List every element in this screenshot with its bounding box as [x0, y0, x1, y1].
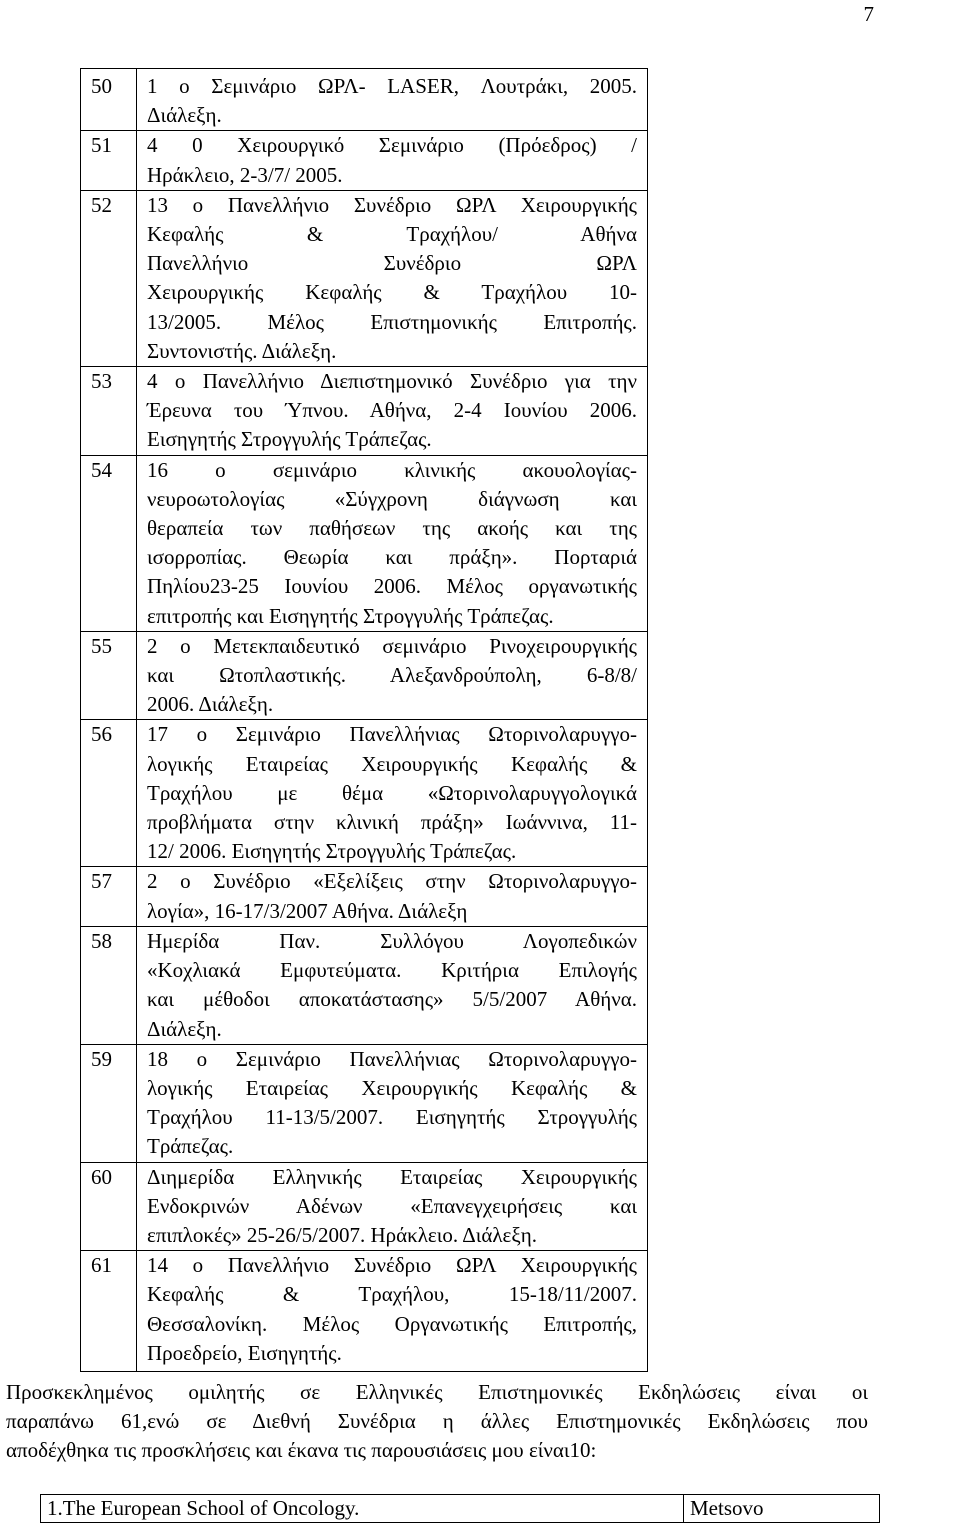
entry-text — [137, 367, 648, 456]
entry-line: 1 ο Σεμινάριο ΩΡΛ- LASER, Λουτράκι, 2005. — [147, 74, 637, 98]
entry-line: 2 ο Συνέδριο «Εξελίξεις στην Ωτορινολαρυγγο- — [147, 869, 637, 894]
entry-number: 58 — [81, 926, 137, 1044]
table-row — [81, 69, 648, 131]
entry-line: Διάλεξη. — [147, 1016, 222, 1041]
entry-line: και μέθοδοι αποκατάστασης» 5/5/2007 Αθήνα. — [147, 987, 637, 1012]
entry-line: Ηράκλειο, 2-3/7/ 2005. — [147, 162, 343, 187]
entry-line: Τράπεζας. — [147, 1134, 234, 1159]
entry-line: λογία», 16-17/3/2007 Αθήνα. Διάλεξη — [147, 898, 468, 923]
entry-line: 4 ο Πανελλήνιο Διεπιστημονικό Συνέδριο για την — [147, 369, 637, 394]
entry-line: Ενδοκρινών Αδένων «Επανεγχειρήσεις και — [147, 1193, 637, 1218]
table-row — [81, 867, 648, 926]
entry-number: 57 — [81, 867, 137, 926]
table-row — [81, 720, 648, 867]
entry-line: Ημερίδα Παν. Συλλόγου Λογοπεδικών — [147, 928, 637, 953]
entry-line: Κεφαλής & Τραχήλου/ Αθήνα — [147, 222, 637, 247]
entry-number: 61 — [81, 1251, 137, 1372]
entry-line: 13/2005. Μέλος Επιστημονικής Επιτροπής. — [147, 309, 637, 334]
entry-number: 56 — [81, 720, 137, 867]
entries-table — [80, 68, 648, 1372]
paragraph-line: αποδέχθηκα τις προσκλήσεις και έκανα τις παρουσιάσεις μου είναι10: — [6, 1438, 597, 1463]
entry-number: 60 — [81, 1162, 137, 1251]
entry-line: 16 ο σεμινάριο κλινικής ακουολογίας- — [147, 457, 637, 482]
entry-line: 2006. Διάλεξη. — [147, 692, 274, 717]
entry-line: Τραχήλου 11-13/5/2007. Εισηγητής Στρογγυλής — [147, 1105, 637, 1130]
entry-line: Συντονιστής. Διάλεξη. — [147, 338, 337, 363]
entry-line: 13 ο Πανελλήνιο Συνέδριο ΩΡΛ Χειρουργικής — [147, 192, 637, 217]
entry-line: ισορροπίας. Θεωρία και πράξη». Πορταριά — [147, 545, 637, 570]
table-row — [81, 1044, 648, 1162]
entry-line: Προεδρείο, Εισηγητής. — [147, 1340, 342, 1365]
entry-text — [137, 720, 648, 867]
table-row — [81, 367, 648, 456]
entry-line: Διάλεξη. — [147, 103, 222, 128]
entry-line: προβλήματα στην κλινική πράξη» Ιωάννινα, 11- — [147, 810, 637, 835]
entry-line: λογικής Εταιρείας Χειρουργικής Κεφαλής & — [147, 751, 637, 776]
entry-number: 52 — [81, 190, 137, 366]
entry-line: και Ωτοπλαστικής. Αλεξανδρούπολη, 6-8/8/ — [147, 663, 637, 688]
entry-number: 51 — [81, 131, 137, 190]
entry-number: 53 — [81, 367, 137, 456]
invited-speaker-paragraph — [6, 1378, 868, 1466]
entry-line: 4 0 Χειρουργικό Σεμινάριο (Πρόεδρος) / — [147, 133, 637, 158]
entry-line: Τραχήλου με θέμα «Ωτορινολαρυγγολογικά — [147, 780, 637, 805]
paragraph-line: παραπάνω 61,ενώ σε Διεθνή Συνέδρια η άλλες Επιστημονικές Εκδηλώσεις που — [6, 1409, 868, 1434]
entry-line: λογικής Εταιρείας Χειρουργικής Κεφαλής & — [147, 1075, 637, 1100]
table-row — [81, 190, 648, 366]
table-row — [81, 1162, 648, 1251]
entry-number: 54 — [81, 455, 137, 631]
entry-number: 59 — [81, 1044, 137, 1162]
entry-line: 14 ο Πανελλήνιο Συνέδριο ΩΡΛ Χειρουργικής — [147, 1253, 637, 1278]
entry-line: Πηλίου23-25 Ιουνίου 2006. Μέλος οργανωτικής — [147, 574, 637, 599]
entry-text — [137, 69, 648, 131]
entry-line: Εισηγητής Στρογγυλής Τράπεζας. — [147, 427, 432, 452]
table-row — [81, 131, 648, 190]
entry-line: θεραπεία των παθήσεων της ακοής και της — [147, 516, 637, 541]
international-table — [40, 1494, 880, 1523]
table-row — [81, 455, 648, 631]
entry-text — [137, 926, 648, 1044]
entry-line: 17 ο Σεμινάριο Πανελλήνιας Ωτορινολαρυγγο- — [147, 722, 637, 747]
entry-line: 18 ο Σεμινάριο Πανελλήνιας Ωτορινολαρυγγο- — [147, 1046, 637, 1071]
entry-line: επιτροπής και Εισηγητής Στρογγυλής Τράπεζας. — [147, 603, 554, 628]
entry-line: Διημερίδα Ελληνικής Εταιρείας Χειρουργικής — [147, 1164, 637, 1189]
entry-number: 55 — [81, 631, 137, 720]
entry-line: νευροωτολογίας «Σύγχρονη διάγνωση και — [147, 486, 637, 511]
entry-line: Κεφαλής & Τραχήλου, 15-18/11/2007. — [147, 1282, 637, 1307]
table-row — [81, 926, 648, 1044]
page-number: 7 — [863, 2, 874, 26]
table-row — [81, 1251, 648, 1372]
entry-line: 12/ 2006. Εισηγητής Στρογγυλής Τράπεζας. — [147, 839, 517, 864]
entry-line: Χειρουργικής Κεφαλής & Τραχήλου 10- — [147, 280, 637, 305]
entry-number: 50 — [81, 69, 137, 131]
entry-text — [137, 1044, 648, 1162]
entry-line: «Κοχλιακά Εμφυτεύματα. Κριτήρια Επιλογής — [147, 958, 637, 983]
entry-line: Θεσσαλονίκη. Μέλος Οργανωτικής Επιτροπής, — [147, 1311, 637, 1336]
entry-line: Πανελλήνιο Συνέδριο ΩΡΛ — [147, 251, 637, 276]
entry-text — [137, 190, 648, 366]
event-cell: 1.The European School of Oncology. — [41, 1495, 684, 1523]
entry-text — [137, 867, 648, 926]
entry-text — [137, 631, 648, 720]
table-row — [41, 1495, 880, 1523]
entry-text — [137, 1251, 648, 1372]
entry-line: επιπλοκές» 25-26/5/2007. Ηράκλειο. Διάλεξη. — [147, 1222, 537, 1247]
table-row — [81, 631, 648, 720]
entry-text — [137, 455, 648, 631]
entry-line: Έρευνα του Ύπνου. Αθήνα, 2-4 Ιουνίου 2006. — [147, 398, 637, 423]
entry-text — [137, 131, 648, 190]
paragraph-line: Προσκεκλημένος ομιλητής σε Ελληνικές Επιστημονικές Εκδηλώσεις είναι οι — [6, 1380, 868, 1404]
location-cell: Metsovo — [684, 1495, 880, 1523]
entry-line: 2 ο Μετεκπαιδευτικό σεμινάριο Ρινοχειρουργικής — [147, 633, 637, 658]
entry-text — [137, 1162, 648, 1251]
